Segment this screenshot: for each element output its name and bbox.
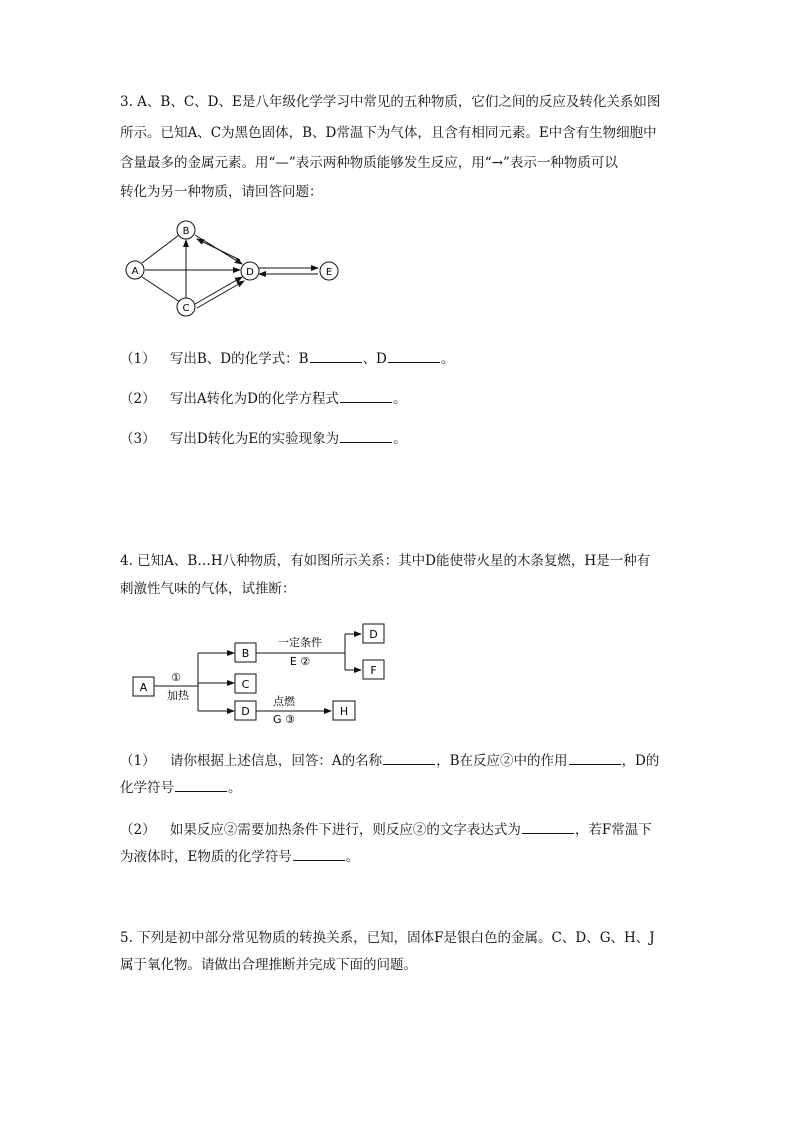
q5-stem-line-2: 属于氧化物。请做出合理推断并完成下面的问题。 (120, 957, 417, 973)
q3-stem-line-2: 所示。已知A、C为黑色固体，B、D常温下为气体，且含有相同元素。E中含有生物细胞中 (120, 125, 657, 141)
line-a-b (142, 235, 179, 263)
label-ignite: 点燃 (273, 695, 295, 708)
arrow-d-b (197, 239, 240, 260)
q3-sub1-end: 。 (440, 351, 455, 367)
q4-sub1-text-3: ，D的 (621, 753, 660, 769)
q4-sub2-text-2: ，若F常温下 (574, 822, 652, 838)
q4-stem-line-1: 4. 已知A、B…H八种物质，有如图所示关系：其中D能使带火星的木条复燃，H是一种有 (120, 553, 651, 569)
q3-sub3-end: 。 (393, 431, 407, 447)
answer-blank[interactable] (310, 350, 362, 363)
q4-sub2-line-2 (120, 848, 359, 866)
label-e2: E ② (289, 655, 311, 668)
node-b: B (182, 226, 190, 237)
q3-sub1 (120, 350, 454, 368)
q4-sub1-line-1 (120, 752, 659, 770)
q3-stem-line-4: 转化为另一种物质，请回答问题： (120, 184, 323, 200)
q4-sub2-label: （2） (120, 822, 156, 838)
q3-sub3 (120, 430, 407, 448)
answer-blank[interactable] (340, 430, 392, 443)
node-a: A (131, 266, 139, 277)
q4-sub1-text-1: 请你根据上述信息，回答：A的名称 (169, 753, 383, 769)
box-b: B (241, 647, 250, 660)
q4-sub2-line-1 (120, 821, 652, 839)
answer-blank[interactable] (569, 752, 621, 765)
label-condition: 一定条件 (278, 636, 322, 649)
box-h: H (339, 705, 349, 718)
q4-sub2-text-3: 为液体时，E物质的化学符号 (120, 849, 292, 865)
q4-sub2-text-1: 如果反应②需要加热条件下进行，则反应②的文字表达式为 (169, 822, 521, 838)
q4-flow-diagram (125, 618, 395, 728)
answer-blank[interactable] (293, 848, 345, 861)
q3-sub1-text: 写出B、D的化学式：B (169, 351, 309, 367)
answer-blank[interactable] (383, 752, 435, 765)
q3-sub3-label: （3） (120, 431, 156, 447)
node-e: E (325, 267, 333, 278)
q3-sub1-label: （1） (120, 351, 156, 367)
answer-blank[interactable] (522, 821, 574, 834)
node-d: D (246, 267, 254, 278)
q3-sub2-label: （2） (120, 391, 156, 407)
q3-sub2 (120, 390, 406, 408)
label-step1: ① (171, 671, 181, 684)
arrow-c-d-1 (195, 277, 242, 304)
label-heat: 加热 (167, 689, 189, 702)
line-a-c (142, 277, 180, 302)
q3-sub3-text: 写出D转化为E的实验现象为 (169, 431, 340, 447)
arrow-c-d-2 (197, 281, 244, 308)
q4-sub1-text-4: 化学符号 (120, 780, 174, 796)
answer-blank[interactable] (340, 390, 392, 403)
q3-relation-diagram (115, 212, 355, 324)
q4-sub1-end: 。 (228, 780, 242, 796)
answer-blank[interactable] (388, 350, 440, 363)
q4-stem-line-2: 刺激性气味的气体，试推断： (120, 581, 296, 597)
q3-stem-line-3: 含量最多的金属元素。用“—”表示两种物质能够发生反应，用“→”表示一种物质可以 (120, 155, 618, 171)
q4-sub2-end: 。 (345, 849, 360, 865)
q4-sub1-text-2: ，B在反应②中的作用 (436, 753, 568, 769)
box-d: D (241, 705, 250, 718)
q3-stem-line-1: 3. A、B、C、D、E是八年级化学学习中常见的五种物质，它们之间的反应及转化关系如图 (120, 94, 661, 110)
box-d-top: D (369, 628, 378, 641)
q3-sub2-text: 写出A转化为D的化学方程式 (169, 391, 339, 407)
q4-sub1-label: （1） (120, 753, 156, 769)
q4-sub1-line-2 (120, 779, 242, 797)
answer-blank[interactable] (175, 779, 227, 792)
q5-stem-line-1: 5. 下列是初中部分常见物质的转换关系，已知，固体F是银白色的金属。C、D、G、H、J (120, 930, 655, 946)
box-f: F (370, 664, 377, 677)
node-c: C (182, 303, 190, 314)
label-g3: G ③ (273, 713, 295, 726)
box-a: A (139, 681, 148, 694)
q3-sub1-sep: 、D (362, 351, 387, 367)
box-c: C (241, 678, 250, 691)
q3-sub2-end: 。 (392, 391, 407, 407)
